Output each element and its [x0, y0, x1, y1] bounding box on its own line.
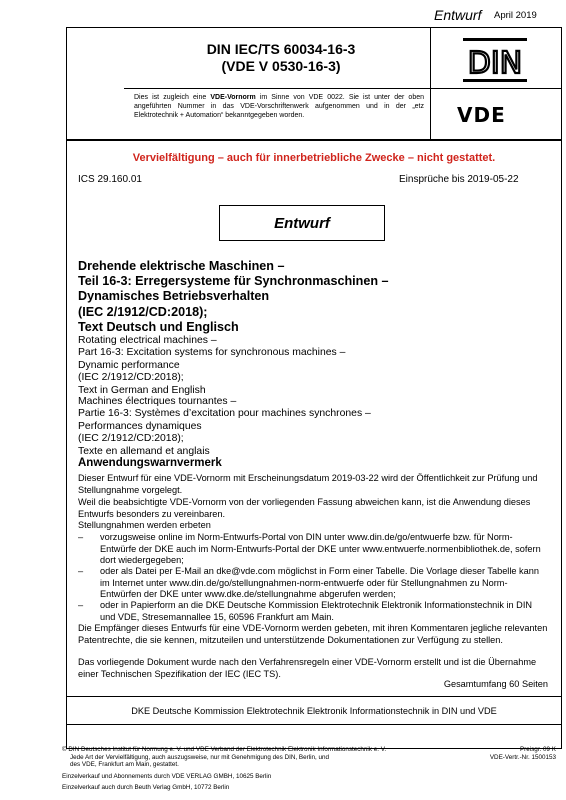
warning-paragraph-2: Weil die beabsichtigte VDE-Vornorm von der vorliegenden Fassung abweichen kann, ist die Anwendung dieses Entwurfs besonders zu vereinbaren. [78, 497, 531, 519]
list-item-text: vorzugsweise online im Norm-Entwurfs-Portal von DIN unter www.din.de/go/entwuerfe bzw. für Norm-Entwürfe der DKE auch im Norm-Entwurfs-Portal der DKE unter www.entwuerfe.normenbibliothek.de, sofern dort wiedergegeben; [100, 532, 541, 566]
sales-info [62, 773, 271, 791]
reproduction-warning: Vervielfältigung – auch für innerbetriebliche Zwecke – nicht gestattet. [132, 152, 496, 164]
title-french-line: (IEC 2/1912/CD:2018); [78, 433, 184, 445]
title-german-line: Drehende elektrische Maschinen – [78, 259, 285, 273]
list-bullet: – [78, 532, 84, 542]
title-english [78, 335, 548, 397]
title-english-line: Text in German and English [78, 384, 206, 396]
header-divider-horizontal [124, 88, 562, 89]
application-warning-heading: Anwendungswarnvermerk [78, 457, 222, 469]
sales-line: Einzelverkauf und Abonnements durch VDE VERLAG GMBH, 10625 Berlin [62, 773, 272, 780]
vde-prestandard-note: Dies ist zugleich eine VDE-Vornorm im Sinne von VDE 0022. Sie ist unter der oben angeführten Nummer in das VDE-Vorschriftenwerk aufgenommen und in der „etz Elektrotechnik + Automation“ bekanntgegeben worden. [134, 94, 424, 119]
price-group: Preisgr. 09 K [519, 746, 556, 753]
title-german [78, 259, 548, 335]
document-number [66, 41, 496, 75]
warning-paragraph-3: Stellungnahmen werden erbeten [78, 520, 211, 530]
title-french-line: Partie 16-3: Systèmes d’excitation pour machines synchrones – [78, 408, 371, 420]
svg-text:DIN: DIN [467, 46, 523, 81]
draft-label-box: Entwurf [219, 205, 385, 241]
title-english-line: Dynamic performance [78, 359, 180, 371]
vde-sales-number: VDE-Vertr.-Nr. 1500153 [489, 753, 556, 761]
title-english-line: Part 16-3: Excitation systems for synchronous machines – [78, 347, 346, 359]
title-german-line: Teil 16-3: Erregersysteme für Synchronmaschinen – [78, 274, 389, 289]
draft-status: Entwurf [434, 7, 482, 23]
title-french-line: Texte en allemand et anglais [78, 445, 210, 457]
issue-date: April 2019 [494, 10, 537, 21]
objection-deadline: Einsprüche bis 2019-05-22 [399, 174, 519, 185]
title-french-line: Machines électriques tournantes – [78, 396, 237, 407]
dke-divider-top [66, 696, 562, 697]
warning-paragraph-5: Das vorliegende Dokument wurde nach den Verfahrensregeln einer VDE-Vornorm erstellt und ist die Übernahme einer Technischen Spezifikation der IEC (IEC TS). [78, 657, 537, 679]
list-item-text: oder in Papierform an die DKE Deutsche Kommission Elektrotechnik Elektronik Informationstechnik in DIN und VDE, Stresemannallee 15, 60596 Frankfurt am Main. [100, 600, 533, 622]
sales-line: Einzelverkauf auch durch Beuth Verlag GmbH, 10772 Berlin [62, 783, 230, 791]
copyright-notice [62, 746, 386, 769]
title-german-line: Text Deutsch und Englisch [78, 319, 239, 334]
copyright-line: des VDE, Frankfurt am Main, gestattet. [70, 761, 179, 769]
list-bullet: – [78, 566, 84, 576]
title-english-line: (IEC 2/1912/CD:2018); [78, 372, 184, 384]
warning-paragraph-1: Dieser Entwurf für eine VDE-Vornorm mit Erscheinungsdatum 2019-03-22 wird der Öffentlichkeit zur Prüfung und Stellungnahme vorgelegt. [78, 473, 538, 495]
list-item-text: oder als Datei per E-Mail an dke@vde.com möglichst in Form einer Tabelle. Die Vorlage dieser Tabelle kann im Internet unter www.din.de/go/stellungnahmen-norm-entwuerfe oder für Stellungnahmen zu Norm-Entwürfen der DKE unter www.dke.de/stellungnahme abgerufen werden; [100, 566, 539, 600]
header-bottom-divider [66, 140, 562, 141]
warning-paragraph-4: Die Empfänger dieses Entwurfs für eine VDE-Vornorm werden gebeten, mit ihren Kommentaren jegliche relevanten Patentrechte, die sie kennen, mitzuteilen und unterstützende Dokumentationen zur Verfügung zu stellen. [78, 623, 548, 645]
title-french-line: Performances dynamiques [78, 420, 202, 432]
vde-logo: VDE [457, 103, 506, 127]
copyright-line: Jede Art der Vervielfältigung, auch auszugsweise, nur mit Genehmigung des DIN, Berlin, und [70, 753, 330, 761]
ics-code: ICS 29.160.01 [78, 174, 142, 185]
top-status-line [0, 0, 566, 22]
list-bullet: – [78, 600, 84, 610]
title-english-line: Rotating electrical machines – [78, 335, 217, 346]
copyright-line: © DIN Deutsches Institut für Normung e. V. und VDE Verband der Elektrotechnik Elektronik Informationstechnik e. V. [62, 746, 387, 753]
document-number-vde: (VDE V 0530-16-3) [221, 58, 341, 74]
din-logo [463, 38, 527, 82]
total-pages: Gesamtumfang 60 Seiten [443, 679, 548, 689]
price-info [490, 746, 556, 761]
document-number-din: DIN IEC/TS 60034-16-3 [206, 41, 356, 57]
title-german-line: (IEC 2/1912/CD:2018); [78, 304, 208, 319]
dke-divider-bottom [66, 724, 562, 725]
title-german-line: Dynamisches Betriebsverhalten [78, 289, 270, 304]
dke-line: DKE Deutsche Kommission Elektrotechnik Elektronik Informationstechnik in DIN und VDE [131, 706, 497, 716]
title-french [78, 396, 548, 458]
